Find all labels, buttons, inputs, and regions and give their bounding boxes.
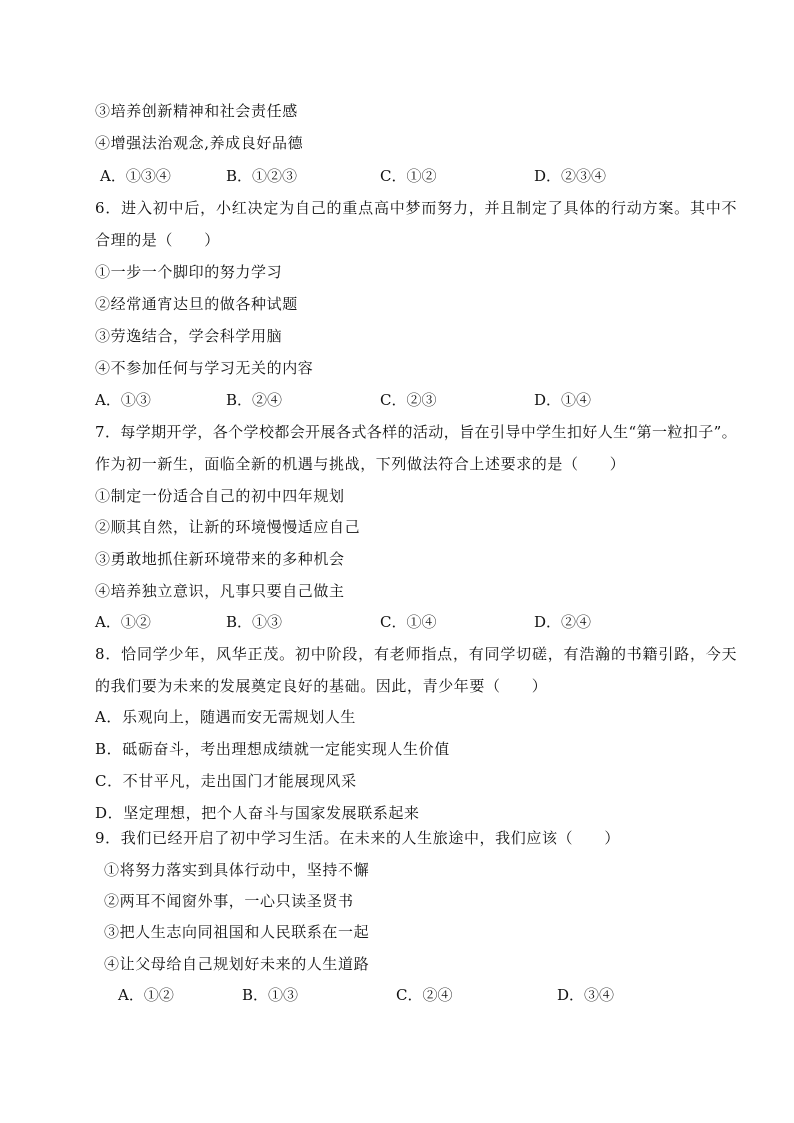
q8-option-d: D．坚定理想，把个人奋斗与国家发展联系起来 <box>95 804 420 822</box>
q7-option-d: D．②④ <box>534 613 592 631</box>
q6-option-c: C．②③ <box>380 391 437 409</box>
q8-stem-line-1: 8．恰同学少年，风华正茂。初中阶段，有老师指点，有同学切磋，有浩瀚的书籍引路，今天 <box>95 645 738 663</box>
q7-stem-line-2: 作为初一新生，面临全新的机遇与挑战，下列做法符合上述要求的是（ ） <box>95 455 626 473</box>
q7-statement-1: ①制定一份适合自己的初中四年规划 <box>95 487 345 505</box>
q9-statement-3: ③把人生志向同祖国和人民联系在一起 <box>104 923 370 941</box>
q6-stem-line-1: 6．进入初中后，小红决定为自己的重点高中梦而努力，并且制定了具体的行动方案。其中不 <box>95 199 738 217</box>
q7-stem-line-1: 7．每学期开学，各个学校都会开展各式各样的活动，旨在引导中学生扣好人生“第一粒扣子”。 <box>95 423 738 441</box>
q5-statement-4: ④增强法治观念,养成良好品德 <box>95 134 304 152</box>
q9-option-c: C．②④ <box>396 986 453 1004</box>
q8-option-c: C．不甘平凡，走出国门才能展现风采 <box>95 772 357 790</box>
q9-option-d: D．③④ <box>557 986 615 1004</box>
q6-option-a: A．①③ <box>95 391 151 409</box>
q7-option-c: C．①④ <box>380 613 437 631</box>
q6-statement-4: ④不参加任何与学习无关的内容 <box>95 359 314 377</box>
q9-option-a: A．①② <box>118 986 174 1004</box>
q9-statement-4: ④让父母给自己规划好未来的人生道路 <box>104 955 370 973</box>
q5-option-b: B．①②③ <box>226 167 298 185</box>
q7-statement-2: ②顺其自然，让新的环境慢慢适应自己 <box>95 518 361 536</box>
q5-statement-3: ③培养创新精神和社会责任感 <box>95 102 298 120</box>
q6-stem-line-2: 合理的是（ ） <box>95 231 220 249</box>
q8-option-a: A．乐观向上，随遇而安无需规划人生 <box>95 708 357 726</box>
q9-statement-2: ②两耳不闻窗外事，一心只读圣贤书 <box>104 892 354 910</box>
q7-option-a: A．①② <box>95 613 151 631</box>
q7-option-b: B．①③ <box>226 613 283 631</box>
q9-option-b: B．①③ <box>242 986 299 1004</box>
q8-stem-line-2: 的我们要为未来的发展奠定良好的基础。因此，青少年要（ ） <box>95 677 548 695</box>
q6-statement-1: ①一步一个脚印的努力学习 <box>95 263 283 281</box>
q7-statement-3: ③勇敢地抓住新环境带来的多种机会 <box>95 550 345 568</box>
q7-statement-4: ④培养独立意识，凡事只要自己做主 <box>95 582 345 600</box>
q6-option-b: B．②④ <box>226 391 283 409</box>
q8-option-b: B．砥砺奋斗，考出理想成绩就一定能实现人生价值 <box>95 740 450 758</box>
q6-statement-2: ②经常通宵达旦的做各种试题 <box>95 295 298 313</box>
q5-option-d: D．②③④ <box>534 167 607 185</box>
q9-stem-line-1: 9．我们已经开启了初中学习生活。在未来的人生旅途中，我们应该（ ） <box>95 829 620 847</box>
q9-statement-1: ①将努力落实到具体行动中，坚持不懈 <box>104 861 370 879</box>
q6-option-d: D．①④ <box>534 391 592 409</box>
q6-statement-3: ③劳逸结合，学会科学用脑 <box>95 327 283 345</box>
q5-option-c: C．①② <box>380 167 437 185</box>
q5-option-a: A．①③④ <box>100 167 171 185</box>
